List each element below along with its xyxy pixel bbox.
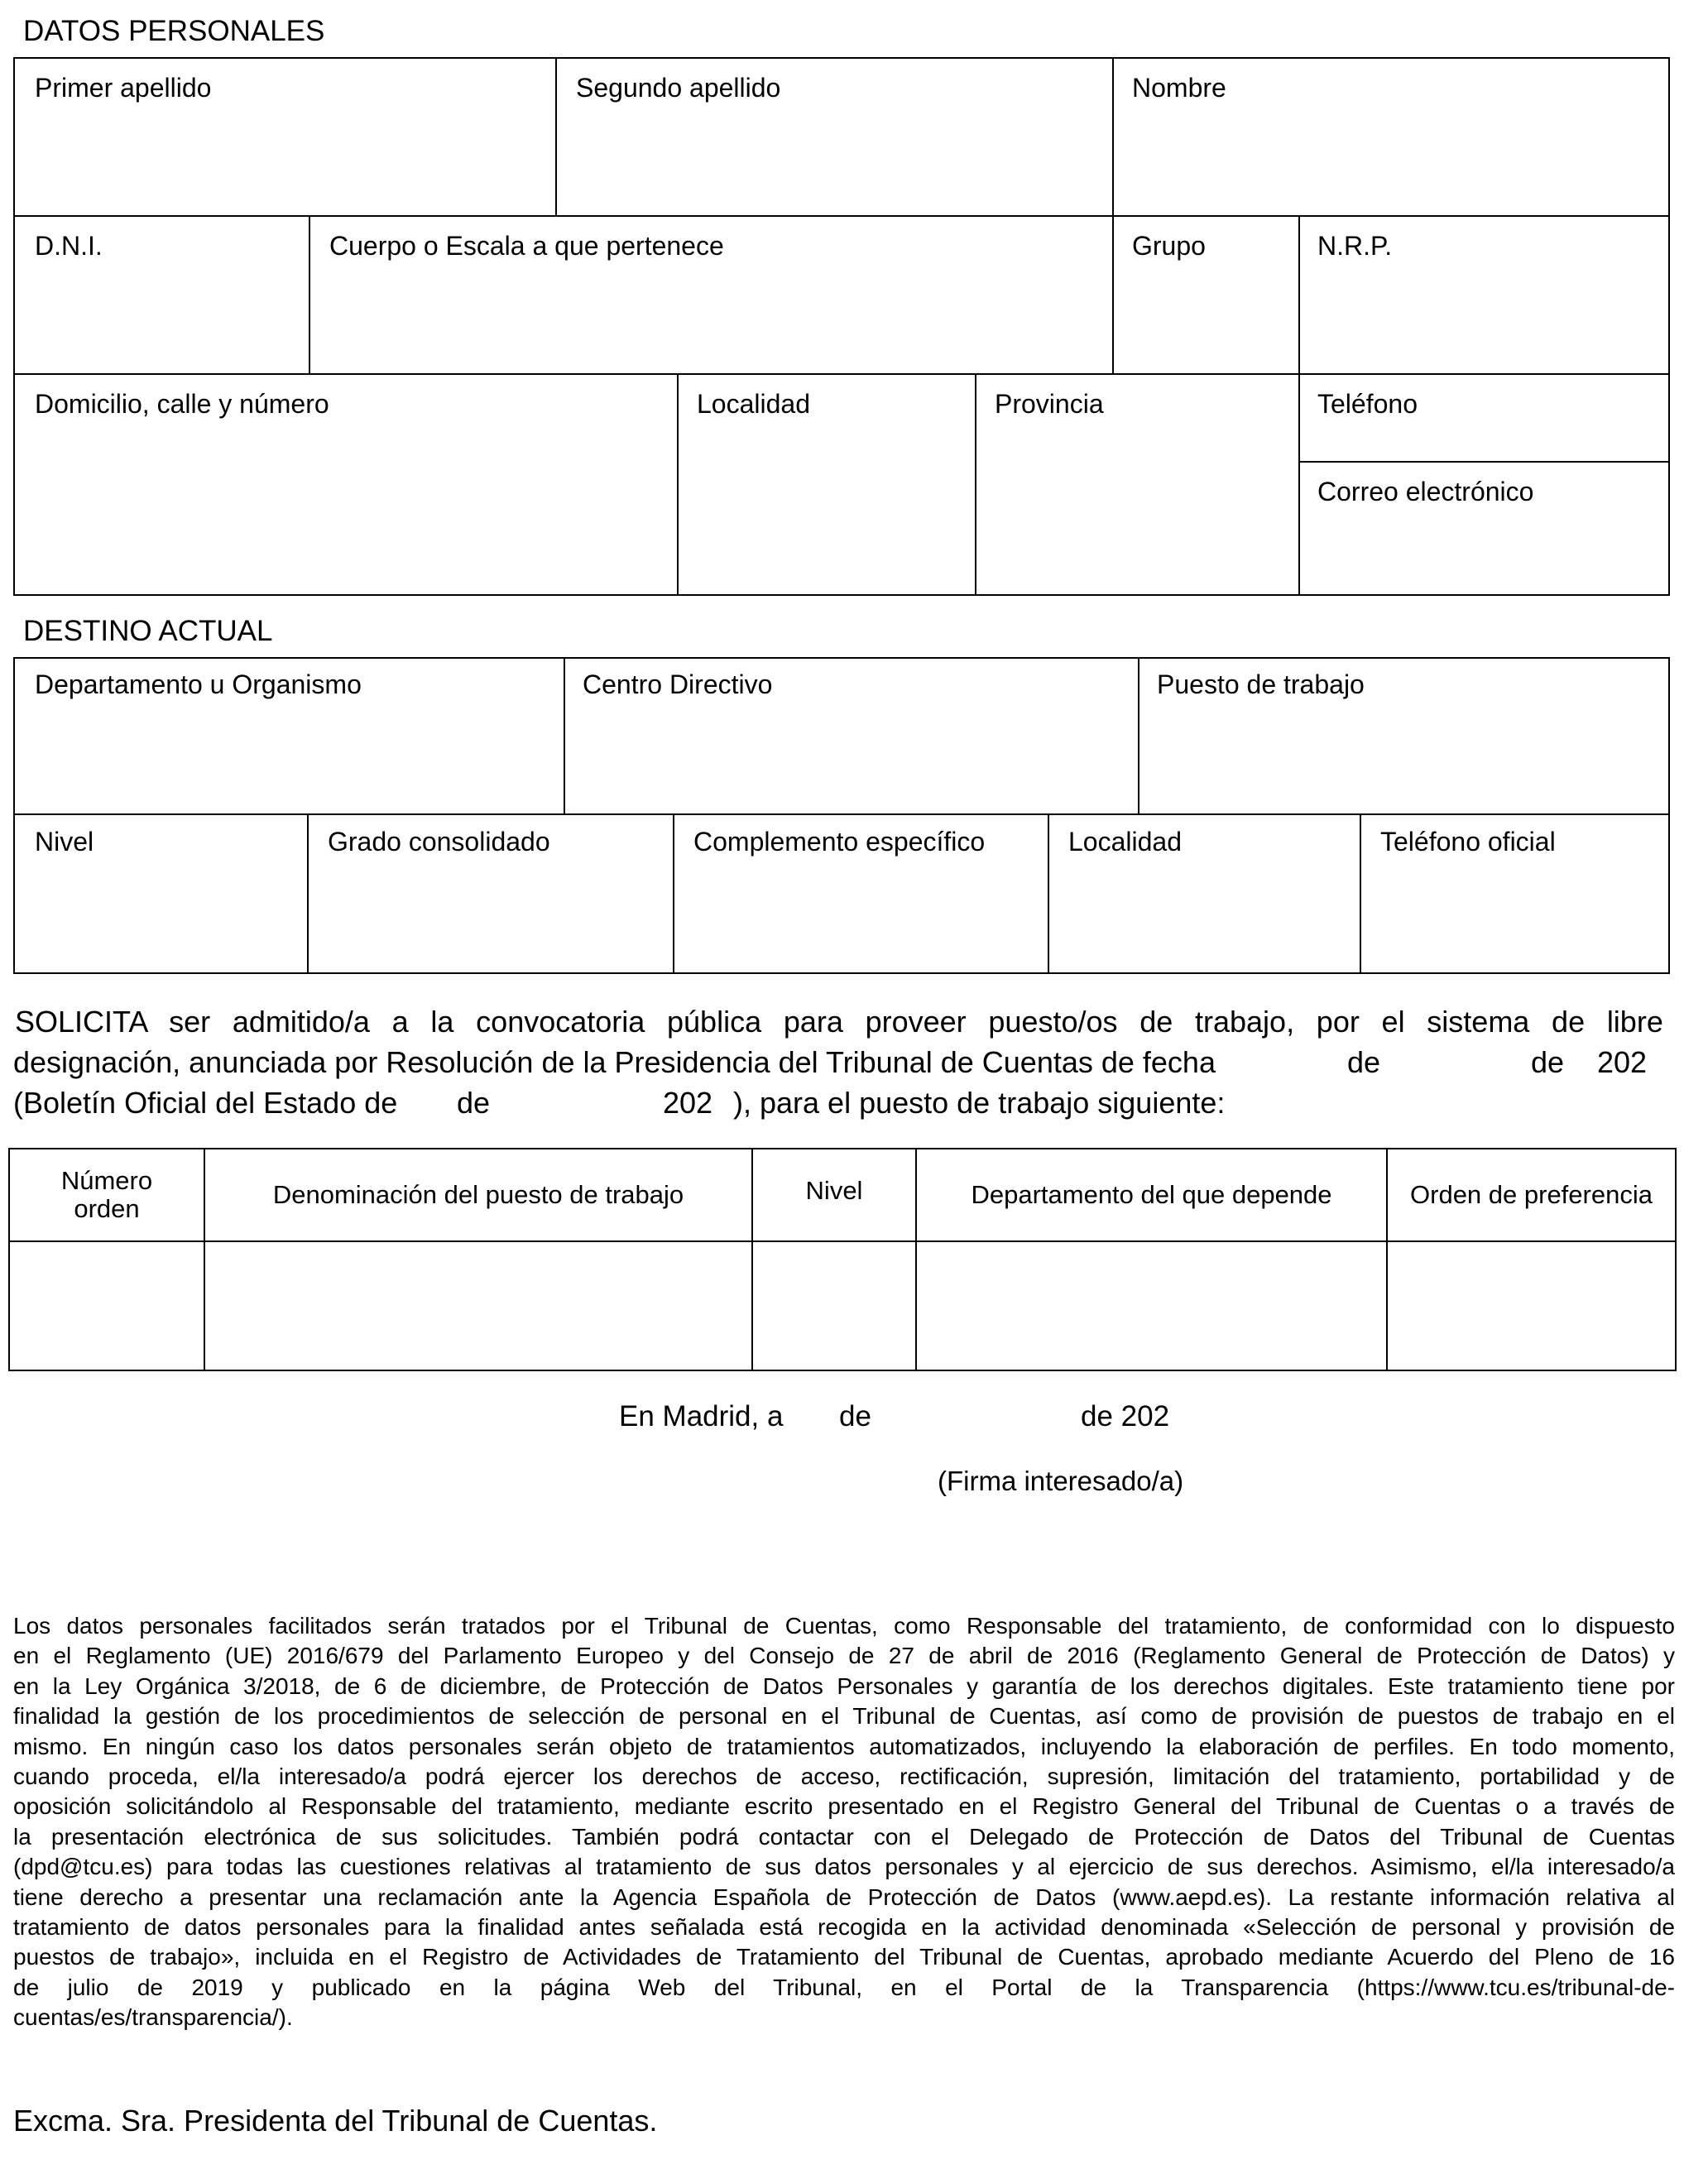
solicita-boe: (Boletín Oficial del Estado de [13, 1086, 398, 1120]
field-dni: D.N.I. [35, 231, 103, 261]
legal-line: tratamiento de datos personales para la finalidad antes señalada está recogida en la actividad denominada «Selección de personal y provisión de [13, 1914, 1675, 1941]
col-divider [1360, 813, 1361, 972]
en-madrid-label: En Madrid, a [619, 1400, 784, 1432]
solicita-word: la [430, 1005, 454, 1039]
field-telefono: Teléfono [1317, 389, 1418, 419]
row-divider [15, 215, 1668, 217]
field-grupo: Grupo [1132, 231, 1206, 261]
col-divider [555, 59, 557, 215]
solicita-word: de [1552, 1005, 1586, 1039]
col-divider [1112, 59, 1114, 374]
field-correo-electronico: Correo electrónico [1317, 477, 1534, 506]
solicita-word: ser [169, 1005, 211, 1039]
solicita-word: de [1139, 1005, 1173, 1039]
field-complemento-especifico: Complemento específico [693, 827, 986, 857]
solicita-boe-tail: ), para el puesto de trabajo siguiente: [733, 1086, 1226, 1120]
legal-notice [13, 1611, 1675, 2033]
th-orden-preferencia: Orden de preferencia [1410, 1180, 1653, 1209]
legal-line: tiene derecho a presentar una reclamación ante la Agencia Española de Protección de Datos (www.aepd.es). La restante información relativa al [13, 1883, 1675, 1910]
col-divider [677, 373, 679, 594]
legal-line: de julio de 2019 y publicado en la página Web del Tribunal, en el Portal de la Transparencia (https://www.tcu.es/tribunal-de- [13, 1974, 1675, 2000]
solicita-de-2: de [1531, 1045, 1565, 1079]
solicita-word: puesto/os [988, 1005, 1118, 1039]
field-nombre: Nombre [1132, 73, 1226, 103]
legal-line: en el Reglamento (UE) 2016/679 del Parlamento Europeo y del Consejo de 27 de abril de 2016 (Reglamento General de Protección de Datos) y [13, 1643, 1675, 1669]
firma-de-1: de [839, 1400, 871, 1432]
solicita-keyword: SOLICITA [15, 1005, 147, 1039]
solicita-word: proveer [865, 1005, 967, 1039]
cell-numero-orden[interactable] [10, 1242, 204, 1370]
legal-line: Los datos personales facilitados serán tratados por el Tribunal de Cuentas, como Responsable del tratamiento, de conformidad con lo dispuesto [13, 1613, 1675, 1639]
field-provincia: Provincia [995, 389, 1104, 419]
th-nivel: Nivel [805, 1176, 863, 1205]
solicita-de-1: de [1347, 1045, 1381, 1079]
field-departamento: Departamento u Organismo [35, 669, 362, 699]
col-divider [1138, 659, 1139, 813]
legal-line: mismo. En ningún caso los datos personales serán objeto de tratamientos automatizados, incluyendo la elaboración de perfiles. En todo momento, [13, 1733, 1675, 1759]
solicita-word: trabajo, [1195, 1005, 1295, 1039]
cell-denominacion[interactable] [205, 1242, 751, 1370]
solicita-word: admitido/a [232, 1005, 370, 1039]
th-departamento: Departamento del que depende [971, 1180, 1332, 1209]
firma-interesado-label: (Firma interesado/a) [938, 1466, 1184, 1496]
solicita-word: a [391, 1005, 409, 1039]
row-divider [1298, 461, 1668, 463]
field-localidad-destino: Localidad [1068, 827, 1182, 857]
field-localidad: Localidad [697, 389, 810, 419]
solicita-line-2 [13, 1042, 1668, 1082]
legal-line: oposición solicitándolo al Responsable del tratamiento, mediante escrito presentado en el Registro General del Tribunal de Cuentas o a través de [13, 1793, 1675, 1820]
destino-actual-grid [13, 657, 1670, 974]
col-divider [673, 813, 674, 972]
row-divider [15, 373, 1668, 375]
field-nrp: N.R.P. [1317, 231, 1393, 261]
solicita-word: para [783, 1005, 843, 1039]
col-divider [1298, 215, 1300, 594]
cell-orden-preferencia[interactable] [1388, 1242, 1675, 1370]
solicita-year: 202 [1597, 1045, 1648, 1079]
field-nivel: Nivel [35, 827, 94, 857]
cell-nivel[interactable] [753, 1242, 915, 1370]
section-title-destino-actual: DESTINO ACTUAL [23, 615, 273, 647]
col-divider [564, 659, 565, 813]
col-divider [307, 813, 309, 972]
legal-line: (dpd@tcu.es) para todas las cuestiones relativas al tratamiento de sus datos personales y al ejercicio de sus derechos. Asimismo, el/la interesado/a [13, 1854, 1675, 1880]
solicita-line-1 [15, 1001, 1663, 1042]
field-primer-apellido: Primer apellido [35, 73, 212, 103]
legal-line: en la Ley Orgánica 3/2018, de 6 de diciembre, de Protección de Datos Personales y garantía de los derechos digitales. Este tratamiento tiene por [13, 1672, 1675, 1699]
solicita-word: pública [667, 1005, 762, 1039]
field-segundo-apellido: Segundo apellido [576, 73, 781, 103]
solicita-line-3 [13, 1082, 1668, 1123]
field-puesto-trabajo: Puesto de trabajo [1157, 669, 1365, 699]
field-grado-consolidado: Grado consolidado [328, 827, 550, 857]
puestos-table [8, 1148, 1677, 1371]
solicita-word: libre [1606, 1005, 1663, 1039]
field-centro-directivo: Centro Directivo [583, 669, 773, 699]
col-divider [309, 215, 310, 374]
row-divider [15, 813, 1668, 815]
solicita-word: el [1381, 1005, 1405, 1039]
col-divider [975, 373, 976, 594]
firma-de-year: de 202 [1081, 1400, 1170, 1432]
datos-personales-grid [13, 57, 1670, 596]
legal-line: cuando proceda, el/la interesado/a podrá ejercer los derechos de acceso, rectificación, supresión, limitación del tratamiento, portabilidad y de [13, 1764, 1675, 1790]
legal-line: finalidad la gestión de los procedimientos de selección de personal en el Tribunal de Cuentas, así como de provisión de puestos de trabajo en el [13, 1703, 1675, 1730]
field-telefono-oficial: Teléfono oficial [1380, 827, 1556, 857]
th-denominacion: Denominación del puesto de trabajo [272, 1180, 684, 1209]
solicita-word: sistema [1427, 1005, 1530, 1039]
field-domicilio: Domicilio, calle y número [35, 389, 329, 419]
th-numero-orden: Número orden [60, 1166, 153, 1223]
col-divider [1048, 813, 1049, 972]
destinatario: Excma. Sra. Presidenta del Tribunal de Cuentas. [13, 2104, 658, 2138]
legal-line: puestos de trabajo», incluida en el Registro de Actividades de Tratamiento del Tribunal de Cuentas, aprobado mediante Acuerdo del Pleno de 16 [13, 1944, 1675, 1970]
legal-line: la presentación electrónica de sus solicitudes. También podrá contactar con el Delegado de Protección de Datos del Tribunal de Cuentas [13, 1823, 1675, 1850]
cell-departamento[interactable] [917, 1242, 1386, 1370]
legal-line: cuentas/es/transparencia/). [13, 2004, 293, 2031]
section-title-datos-personales: DATOS PERSONALES [23, 15, 325, 47]
solicita-boe-de: de [457, 1086, 491, 1120]
solicita-word: por [1316, 1005, 1360, 1039]
solicita-line-2-text: designación, anunciada por Resolución de la Presidencia del Tribunal de Cuentas de fecha [13, 1045, 1216, 1079]
solicita-word: convocatoria [476, 1005, 645, 1039]
field-cuerpo-escala: Cuerpo o Escala a que pertenece [329, 231, 724, 261]
solicita-boe-year: 202 [663, 1086, 713, 1120]
